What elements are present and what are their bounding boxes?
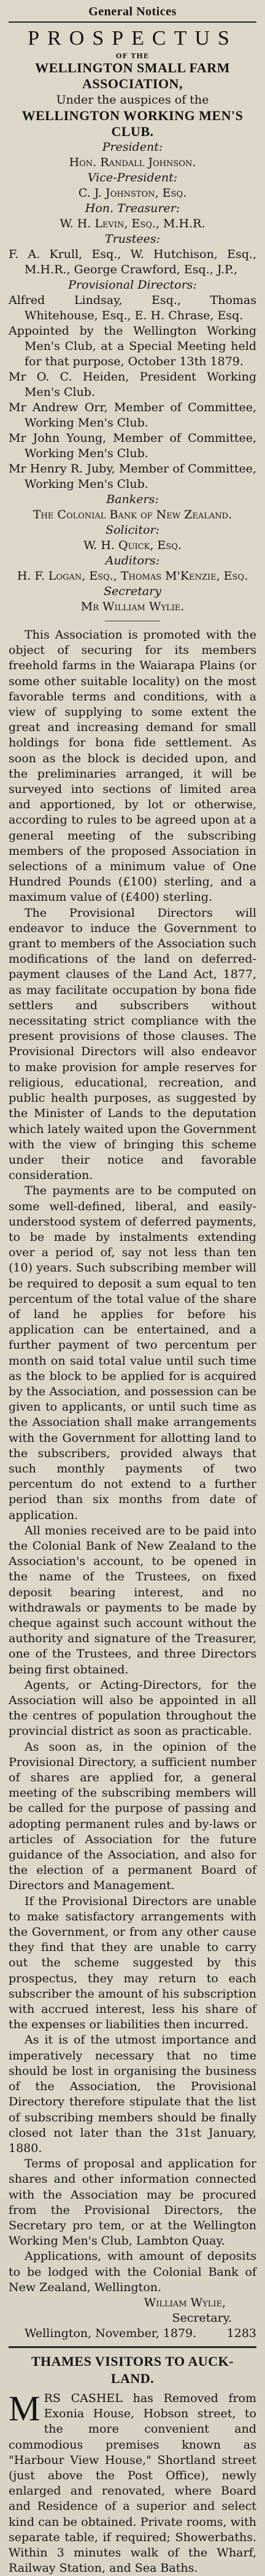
drop-cap: M: [9, 2388, 40, 2428]
director-young: Mr John Young, Member of Committee, Working Men's Club.: [9, 431, 256, 460]
directors-appointment: Appointed by the Wellington Working Men's Club, at a Special Meeting held for that purpose, October 13th 1879.: [9, 324, 256, 368]
org-name-line1: WELLINGTON SMALL FARM: [35, 60, 230, 75]
director-heiden: Mr O. C. Heiden, President Working Men's Club.: [9, 370, 256, 399]
org-name-line2: ASSOCIATION,: [82, 76, 183, 91]
paragraph: All monies received are to be paid into the Colonial Bank of New Zealand to the Association's account, to be opened in the name of the Trustees, on fixed deposit bearing interest, and no withdrawals or payments to be made by cheque against such account without the authority and signature of the Treasurer, one of the Trustees, and three Directors being first obtained.: [9, 1523, 256, 1676]
president-label: President:: [102, 140, 163, 154]
trustees-label: Trustees:: [104, 232, 161, 246]
paragraph: Applications, with amount of deposits to be lodged with the Colonial Bank of New Zealand, Wellington.: [9, 2249, 256, 2294]
secretary-name: Mr William Wylie.: [80, 600, 185, 613]
directors-names: Alfred Lindsay, Esq., Thomas Whitehouse, Esq., E. H. Chrase, Esq.: [9, 294, 256, 322]
signature-role: Secretary.: [172, 2311, 232, 2325]
treasurer-name: W. H. Levin, Esq., M.H.R.: [60, 217, 205, 230]
signature: William Wylie,: [144, 2295, 226, 2309]
auditors-names: H. F. Logan, Esq., Thomas M'Kenzie, Esq.: [17, 569, 248, 583]
auditors-label: Auditors:: [105, 554, 160, 567]
paragraph: Terms of proposal and application for shares and other information connected with the Association may be procured from the Provisional Directors, the Secretary pro tem, or at the Wellington Working Men's Club, Lambton Quay.: [9, 2157, 256, 2248]
director-juby: Mr Henry R. Juby, Member of Committee, Working Men's Club.: [9, 462, 256, 491]
trustees-names: F. A. Krull, Esq., W. Hutchison, Esq., M.H.R., George Crawford, Esq., J.P.,: [9, 248, 256, 276]
secretary-label: Secretary: [103, 585, 161, 598]
ad-title-line1: THAMES VISITORS TO AUCK-: [31, 2353, 234, 2369]
paragraph: As it is of the utmost importance and imperatively necessary that no time should be lost in organising the business of the Association, the Provisional Directory therefore stipulate that the list of subscribing members should be finally closed not later than the 31st January, 1880.: [9, 2033, 256, 2155]
paragraph: This Association is promoted with the object of securing for its members freehold farms in the Waiarapa Plains (or some other suitable locality) on the most favorable terms and conditions, with a view of supplying to some extent the great and increasing demand for small holdings for bona fide settlement. As soon as the block is decided upon, and the preliminaries arranged, it will be surveyed into sections of limited area and apportioned, by lot or otherwise, according to rules to be agreed upon at a general meeting of the subscribing members of the proposed Association in selections of a minimum value of One Hundred Pounds (£100) sterling, and a maximum value of (£400) sterling.: [9, 628, 256, 904]
ad-title-line2: LAND.: [110, 2370, 155, 2386]
ad-body: [9, 2388, 256, 2576]
president-name: Hon. Randall Johnson.: [69, 156, 196, 169]
paragraph: Agents, or Acting-Directors, for the Association will also be appointed in all the centres of population throughout the provincial district as soon as practicable.: [9, 1678, 256, 1738]
ad-text: RS CASHEL has Removed from Exonia House, Hobson street, to the more convenient and commodious premises known as "Harbour View House," Shortland street (just above the Post Office), newly enlarged and renovated, where Board and Residence of a superior and select kind can be obtained. Private rooms, with separate table, if required; Showerbaths. Within 3 minutes walk of the Wharf, Railway Station, and Sea Baths.: [9, 2391, 256, 2575]
section-rule: [9, 2346, 256, 2348]
solicitor-label: Solicitor:: [106, 523, 159, 537]
bankers-name: The Colonial Bank of New Zealand.: [33, 508, 232, 521]
prospectus-title: PROSPECTUS: [28, 27, 237, 50]
paragraph: The payments are to be computed on some well-defined, liberal, and easily-understood system of deferred payments, to be made by instalments extending over a period of, say not less than ten (10) years. Such subscribing member will be required to deposit a sum equal to ten percentum of the total value of the share of land he applies for before his application can be entertained, and a further payment of two percentum per month on said total value until such time as the block to be applied for is acquired by the Association, and possession can be given to applicants, or until such time as the Association shall make arrangements with the Government for allotting land to the subscribers, provided always that such monthly payments of two percentum do not extend to a further period than six months from date of application.: [9, 1184, 256, 1522]
paragraph: If the Provisional Directors are unable to make satisfactory arrangements with the Government, or from any other cause they find that they are unable to carry out the scheme suggested by this prospectus, they may return to each subscriber the amount of his subscription with accrued interest, less his share of the expenses or liabilities then incurred.: [9, 1894, 256, 2032]
reference-number: 1283: [226, 2326, 256, 2340]
treasurer-label: Hon. Treasurer:: [85, 202, 180, 215]
vice-president-name: C. J. Johnston, Esq.: [78, 186, 187, 200]
solicitor-name: W. H. Quick, Esq.: [83, 539, 182, 552]
paragraph: The Provisional Directors will endeavor to induce the Government to grant to members of the Association such modifications of the land on deferred-payment clauses of the Land Act, 1877, as may facilitate occupation by bona fide settlers and subscribers without necessitating strict compliance with the present provisions of those clauses. The Provisional Directors will also endeavor to make provision for ample reserves for religious, educational, recreation, and public health purposes, as suggested by the Minister of Lands to the deputation which lately waited upon the Government with the view of bringing this scheme under their notice and favorable consideration.: [9, 906, 256, 1183]
bankers-label: Bankers:: [106, 493, 159, 506]
of-the-label: OF THE: [115, 52, 150, 60]
directors-label: Provisional Directors:: [68, 278, 197, 292]
paragraph: As soon as, in the opinion of the Provisional Directory, a sufficient number of shares are applied for, a general meeting of the subscribing members will be called for the purpose of passing and adopting permanent rules and by-laws or articles of Association for the future guidance of the Association, and also for the election of a permanent Board of Directors and Management.: [9, 1740, 256, 1893]
club-name-line2: CLUB.: [111, 124, 154, 139]
date-text: Wellington, November, 1879.: [25, 2326, 197, 2340]
section-header: General Notices: [88, 5, 177, 18]
vice-president-label: Vice-President:: [87, 171, 178, 184]
header-rule: [9, 21, 256, 23]
director-orr: Mr Andrew Orr, Member of Committee, Working Men's Club.: [9, 401, 256, 430]
auspices-label: Under the auspices of the: [56, 93, 209, 107]
club-name-line1: WELLINGTON WORKING MEN'S: [21, 108, 244, 123]
dateline: [9, 2326, 256, 2341]
